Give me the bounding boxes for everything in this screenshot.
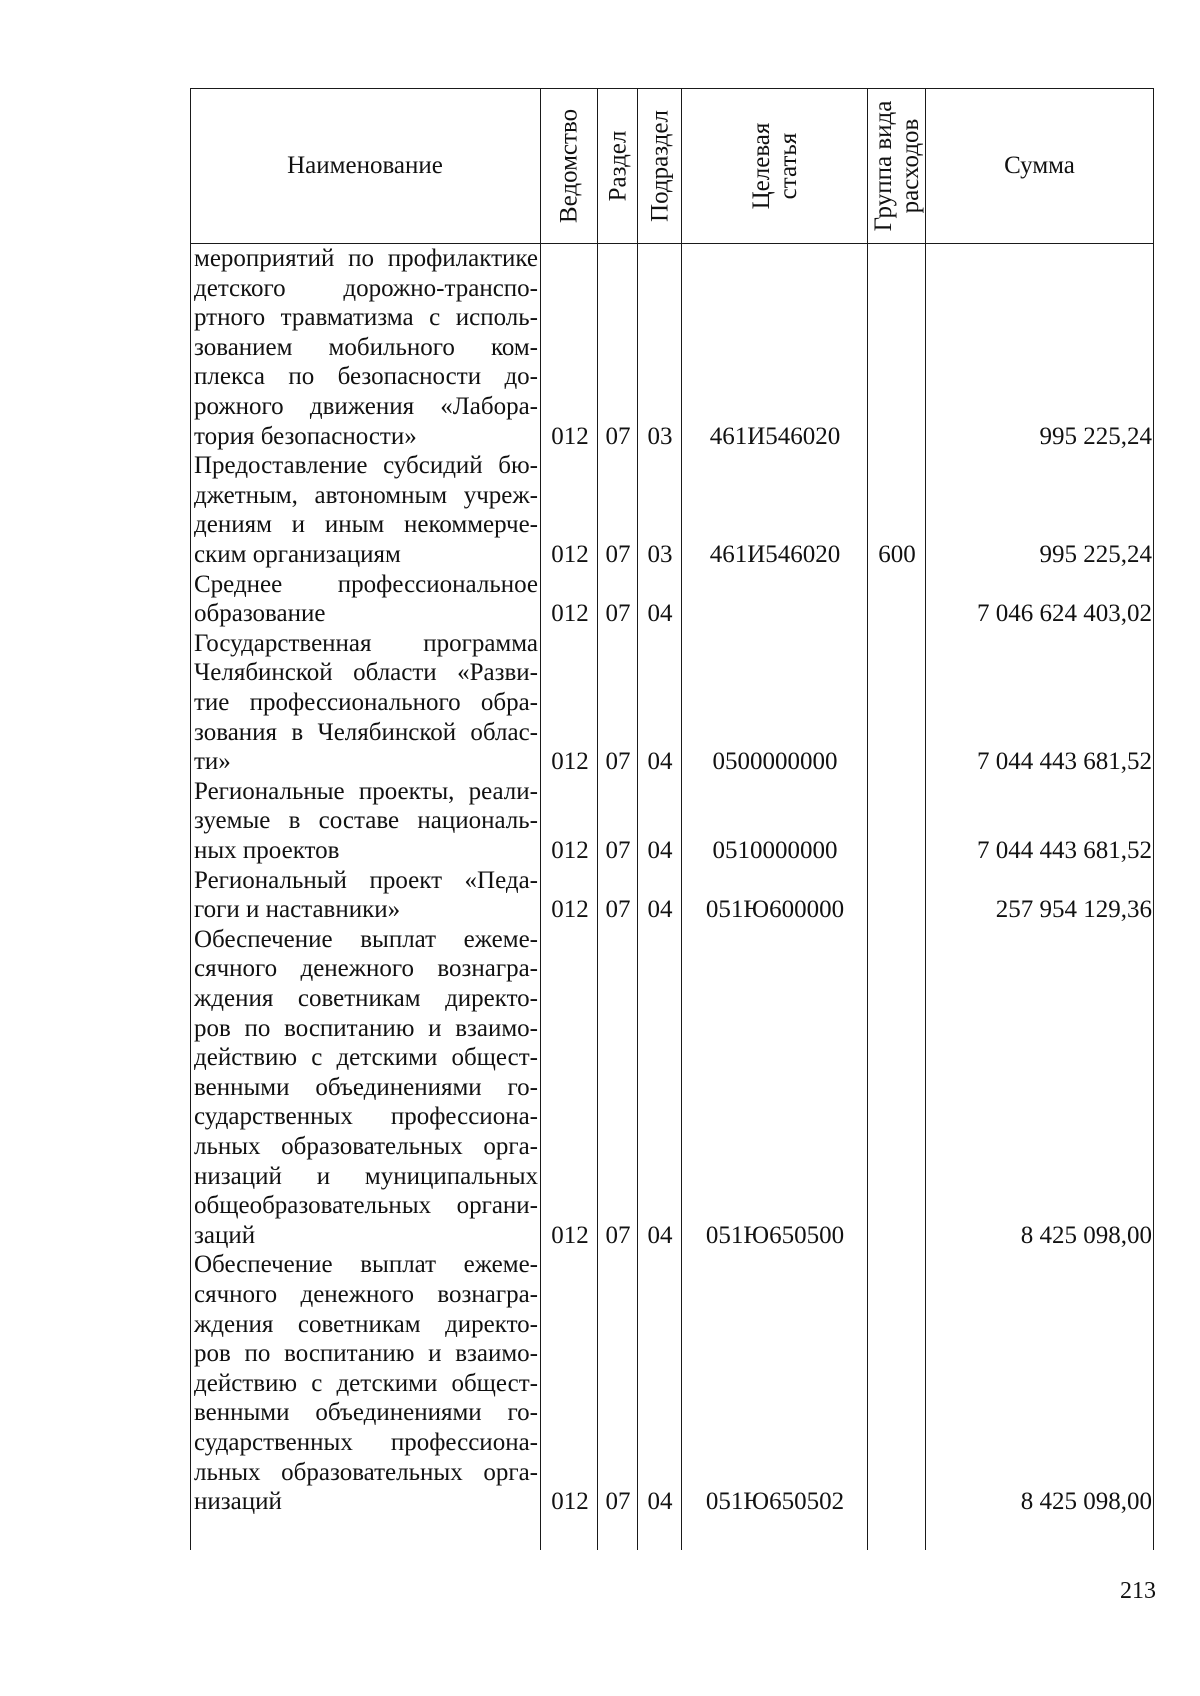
row-department: 012 [551,1221,589,1249]
row-department: 012 [551,540,589,568]
row-name-line: низаций и муниципальных [194,1162,538,1190]
row-target-article: 051Ю600000 [705,896,845,924]
row-name-line: дениям и иным некоммерче- [194,511,538,539]
row-target-article: 461И546020 [709,422,841,450]
header-target-article [682,88,867,243]
header-name [190,88,540,243]
row-name-line: венными объединениями го- [194,1073,538,1101]
row-department: 012 [551,896,589,924]
row-name-line: зования в Челябинской облас- [194,718,538,746]
row-subsection: 04 [647,1488,673,1516]
row-name [194,570,538,629]
row-name [194,451,538,569]
table-row [190,244,1154,451]
row-name [194,1250,538,1516]
header-target-article-line1: Целевая [747,122,775,209]
row-name [194,925,538,1251]
row-amount: 995 225,24 [1039,422,1152,450]
row-name-line: общеобразовательных органи- [194,1192,538,1220]
row-name-line: Предоставление субсидий бю- [194,452,538,480]
header-expense-group [868,88,925,243]
header-section-label: Раздел [604,130,631,201]
header-department-label: Ведомство [555,108,583,223]
row-target-article: 051Ю650502 [705,1488,845,1516]
header-department [541,88,597,243]
row-name-line: Челябинской области «Разви- [194,659,538,687]
row-name-line: зуемые в составе националь- [194,807,538,835]
budget-table [190,88,1154,1550]
row-name-line: плекса по безопасности до- [194,363,538,391]
row-amount: 8 425 098,00 [1020,1488,1152,1516]
row-section: 07 [605,1488,631,1516]
row-name-line: Государственная программа [194,629,538,657]
header-expense-group-label [870,91,924,241]
header-target-article-label [748,95,802,237]
row-subsection: 03 [647,422,673,450]
row-section: 07 [605,837,631,864]
row-name-line: зованием мобильного ком- [194,333,538,361]
row-amount: 8 425 098,00 [1020,1221,1152,1249]
row-name-line: Региональные проекты, реали- [194,777,538,805]
row-name-line: гоги и наставники» [194,896,401,924]
row-name-line: действию с детскими общест- [194,1369,538,1397]
row-section: 07 [605,896,631,924]
row-name-line: детского дорожно-транспо- [194,274,538,302]
row-name-line: льных образовательных орга- [194,1458,538,1486]
page-number: 213 [1120,1578,1156,1604]
row-name [194,244,538,451]
row-name-line: ти» [194,748,231,776]
row-name-line: образование [194,600,326,628]
header-amount-label: Сумма [1004,151,1075,179]
header-target-article-line2: статья [774,132,802,199]
row-name [194,866,538,925]
row-department: 012 [551,600,589,628]
table-row [190,1250,1154,1516]
row-name-line: сударственных профессиона- [194,1428,538,1456]
row-department: 012 [551,422,589,450]
row-subsection: 04 [647,748,673,776]
header-amount [926,88,1153,243]
row-name-line: Среднее профессиональное [194,570,538,598]
row-name-line: льных образовательных орга- [194,1132,538,1160]
row-department: 012 [551,837,589,864]
row-name-line: сячного денежного вознагра- [194,1280,538,1308]
row-subsection: 04 [647,600,673,628]
row-name-line: низаций [194,1488,282,1516]
row-expense-group: 600 [878,540,916,568]
header-expense-group-line2: расходов [896,118,924,213]
header-subsection [638,88,681,243]
row-name-line: ров по воспитанию и взаимо- [194,1014,538,1042]
row-amount: 995 225,24 [1039,540,1152,568]
row-name-line: джетным, автономным учреж- [194,481,538,509]
row-amount: 257 954 129,36 [995,896,1152,924]
row-name-line: сячного денежного вознагра- [194,955,538,983]
row-name-line: Обеспечение выплат ежеме- [194,1251,538,1279]
row-section: 07 [605,1221,631,1249]
row-section: 07 [605,600,631,628]
table-row [190,925,1154,1251]
row-name-line: ским организациям [194,540,401,568]
row-subsection: 04 [647,837,673,864]
row-department: 012 [551,748,589,776]
row-target-article: 461И546020 [709,540,841,568]
table-row [190,777,1154,866]
row-name-line: ров по воспитанию и взаимо- [194,1340,538,1368]
header-name-label: Наименование [287,151,443,179]
row-section: 07 [605,748,631,776]
header-section [598,88,637,243]
row-name-line: мероприятий по профилактике [194,245,538,272]
row-subsection: 04 [647,896,673,924]
row-name-line: венными объединениями го- [194,1399,538,1427]
row-target-article: 0510000000 [712,837,838,864]
header-expense-group-line1: Группа вида [869,100,897,231]
table-row [190,451,1154,569]
row-name-line: ртного травматизма с исполь- [194,304,538,332]
row-name-line: тория безопасности» [194,422,417,450]
row-amount: 7 044 443 681,52 [977,837,1152,864]
table-row [190,866,1154,925]
row-name-line: заций [194,1221,256,1249]
row-target-article: 051Ю650500 [705,1221,845,1249]
row-target-article: 0500000000 [712,748,838,776]
row-name-line: сударственных профессиона- [194,1103,538,1131]
row-department: 012 [551,1488,589,1516]
table-row [190,570,1154,629]
row-name [194,777,538,866]
row-section: 07 [605,422,631,450]
row-name-line: действию с детскими общест- [194,1044,538,1072]
row-section: 07 [605,540,631,568]
row-amount: 7 044 443 681,52 [977,748,1152,776]
row-name-line: ждения советникам директо- [194,1310,538,1338]
row-subsection: 03 [647,540,673,568]
row-name-line: Обеспечение выплат ежеме- [194,925,538,953]
row-amount: 7 046 624 403,02 [977,600,1152,628]
row-name-line: ных проектов [194,836,340,864]
row-name-line: Региональный проект «Педа- [194,866,538,894]
row-name [194,629,538,777]
row-name-line: рожного движения «Лабора- [194,392,538,420]
table-row [190,629,1154,777]
row-name-line: ждения советникам директо- [194,984,538,1012]
row-subsection: 04 [647,1221,673,1249]
row-name-line: тие профессионального обра- [194,688,538,716]
header-subsection-label: Подраздел [646,109,673,222]
